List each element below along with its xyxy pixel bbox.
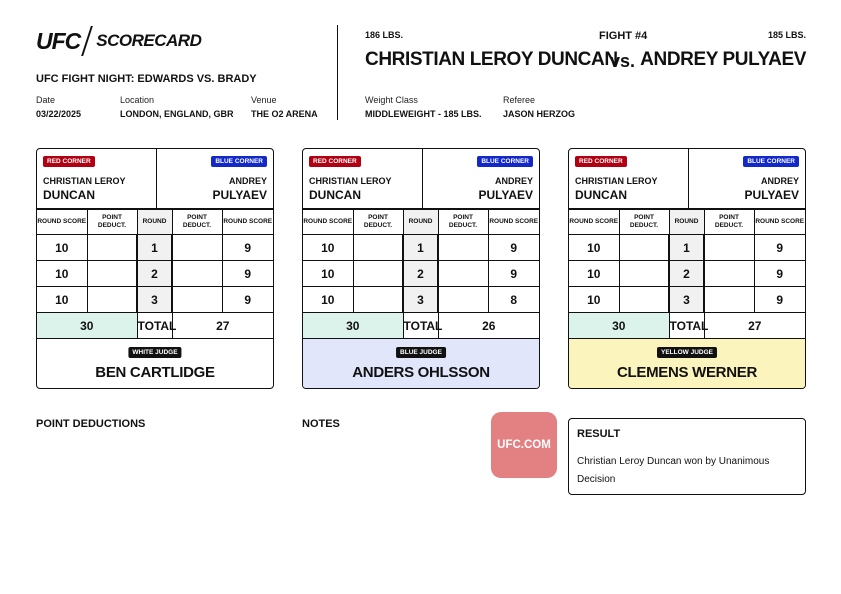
judge-color-badge: BLUE JUDGE [396, 347, 446, 358]
logo-divider [81, 26, 93, 56]
blue-point-deduct-header: POINT DEDUCT. [438, 210, 488, 235]
blue-deduction [438, 235, 488, 261]
total-row [303, 313, 539, 339]
judge-footer [569, 338, 805, 389]
red-corner-badge: RED CORNER [43, 156, 95, 167]
score-table [303, 209, 539, 339]
red-fighter-first-name: CHRISTIAN LEROY [43, 176, 126, 186]
red-deduction [87, 287, 137, 313]
blue-fighter-last-name: PULYAEV [744, 188, 799, 202]
date-label: Date [36, 95, 56, 105]
red-point-deduct-header: POINT DEDUCT. [87, 210, 137, 235]
red-score: 10 [37, 261, 87, 287]
blue-round-score-header: ROUND SCORE [222, 210, 273, 235]
corner-divider [156, 149, 157, 209]
red-deduction [619, 287, 669, 313]
red-fighter-last-name: DUNCAN [575, 188, 627, 202]
blue-score: 9 [488, 235, 539, 261]
round-number: 2 [137, 261, 172, 287]
blue-total: 26 [438, 313, 539, 339]
blue-fighter-first-name: ANDREY [494, 176, 533, 186]
round-row [569, 261, 805, 287]
notes-heading: NOTES [302, 418, 340, 430]
location-label: Location [120, 95, 155, 105]
score-table-header [37, 210, 273, 235]
red-fighter-last-name: DUNCAN [309, 188, 361, 202]
red-fighter-first-name: CHRISTIAN LEROY [575, 176, 658, 186]
blue-fighter-first-name: ANDREY [228, 176, 267, 186]
ufc-scorecard-logo [36, 26, 201, 56]
weight-class-value: MIDDLEWEIGHT - 185 LBS. [365, 109, 482, 119]
total-row [37, 313, 273, 339]
red-round-score-header: ROUND SCORE [569, 210, 619, 235]
score-table [37, 209, 273, 339]
judge-scorecard-blue [302, 148, 540, 389]
round-row [37, 261, 273, 287]
blue-point-deduct-header: POINT DEDUCT. [704, 210, 754, 235]
judge-name: CLEMENS WERNER [617, 364, 757, 381]
location-value: LONDON, ENGLAND, GBR [120, 109, 234, 119]
red-total: 30 [569, 313, 669, 339]
referee-label: Referee [503, 95, 536, 105]
judge-scorecard-white [36, 148, 274, 389]
blue-score: 9 [222, 235, 273, 261]
blue-corner-badge: BLUE CORNER [211, 156, 267, 167]
red-round-score-header: ROUND SCORE [303, 210, 353, 235]
red-point-deduct-header: POINT DEDUCT. [619, 210, 669, 235]
blue-deduction [438, 261, 488, 287]
versus-label: vs. [610, 51, 636, 71]
venue-label: Venue [251, 95, 277, 105]
round-number: 2 [403, 261, 438, 287]
round-header: ROUND [403, 210, 438, 235]
blue-score: 9 [754, 261, 805, 287]
round-row [303, 235, 539, 261]
blue-score: 9 [754, 235, 805, 261]
red-fighter-first-name: CHRISTIAN LEROY [309, 176, 392, 186]
round-row [569, 287, 805, 313]
header-divider [337, 25, 338, 120]
red-fighter-weight: 186 LBS. [365, 30, 404, 40]
scorecard-header [569, 149, 805, 209]
corner-divider [688, 149, 689, 209]
blue-round-score-header: ROUND SCORE [488, 210, 539, 235]
judge-scorecard-yellow [568, 148, 806, 389]
score-table [569, 209, 805, 339]
ufc-logo: UFC [36, 27, 81, 54]
ufc-com-link[interactable]: UFC.COM [491, 412, 557, 478]
scorecard-title: SCORECARD [96, 31, 202, 50]
total-label: TOTAL [137, 313, 172, 339]
weight-class-label: Weight Class [365, 95, 418, 105]
blue-total: 27 [704, 313, 805, 339]
blue-fighter-weight: 185 LBS. [767, 30, 806, 40]
blue-point-deduct-header: POINT DEDUCT. [172, 210, 222, 235]
blue-deduction [704, 287, 754, 313]
round-row [303, 287, 539, 313]
total-row [569, 313, 805, 339]
round-row [303, 261, 539, 287]
blue-corner-badge: BLUE CORNER [743, 156, 799, 167]
red-score: 10 [569, 235, 619, 261]
venue-value: THE O2 ARENA [251, 109, 318, 119]
round-number: 2 [669, 261, 704, 287]
corner-divider [422, 149, 423, 209]
judge-color-badge: WHITE JUDGE [128, 347, 181, 358]
total-label: TOTAL [403, 313, 438, 339]
blue-score: 9 [222, 261, 273, 287]
blue-deduction [172, 235, 222, 261]
result-box [568, 418, 806, 495]
judge-footer [37, 338, 273, 389]
score-table-header [303, 210, 539, 235]
red-score: 10 [303, 287, 353, 313]
judge-name: ANDERS OHLSSON [352, 364, 490, 381]
blue-score: 9 [754, 287, 805, 313]
red-score: 10 [303, 261, 353, 287]
blue-score: 9 [222, 287, 273, 313]
red-deduction [87, 235, 137, 261]
red-fighter-name: CHRISTIAN LEROY DUNCAN [365, 49, 618, 70]
red-total: 30 [37, 313, 137, 339]
round-number: 1 [403, 235, 438, 261]
blue-deduction [438, 287, 488, 313]
score-table-header [569, 210, 805, 235]
blue-fighter-last-name: PULYAEV [478, 188, 533, 202]
date-value: 03/22/2025 [36, 109, 82, 119]
round-row [569, 235, 805, 261]
round-row [37, 287, 273, 313]
red-corner-badge: RED CORNER [309, 156, 361, 167]
result-heading: RESULT [577, 428, 621, 440]
round-number: 3 [137, 287, 172, 313]
judge-footer [303, 338, 539, 389]
round-header: ROUND [137, 210, 172, 235]
red-score: 10 [569, 261, 619, 287]
red-deduction [353, 235, 403, 261]
referee-value: JASON HERZOG [503, 109, 576, 119]
result-text: Christian Leroy Duncan won by Unanimous Decision [577, 456, 770, 485]
red-deduction [619, 235, 669, 261]
red-fighter-last-name: DUNCAN [43, 188, 95, 202]
scorecard-header [303, 149, 539, 209]
blue-fighter-first-name: ANDREY [760, 176, 799, 186]
total-label: TOTAL [669, 313, 704, 339]
round-header: ROUND [669, 210, 704, 235]
red-deduction [353, 287, 403, 313]
round-number: 1 [137, 235, 172, 261]
red-score: 10 [37, 235, 87, 261]
blue-deduction [172, 287, 222, 313]
red-score: 10 [37, 287, 87, 313]
red-deduction [353, 261, 403, 287]
fight-number: FIGHT #4 [599, 30, 648, 42]
red-deduction [87, 261, 137, 287]
blue-round-score-header: ROUND SCORE [754, 210, 805, 235]
point-deductions-heading: POINT DEDUCTIONS [36, 418, 146, 430]
blue-score: 8 [488, 287, 539, 313]
red-deduction [619, 261, 669, 287]
blue-deduction [704, 235, 754, 261]
round-number: 1 [669, 235, 704, 261]
judge-name: BEN CARTLIDGE [95, 364, 215, 381]
blue-deduction [704, 261, 754, 287]
judge-color-badge: YELLOW JUDGE [657, 347, 717, 358]
blue-score: 9 [488, 261, 539, 287]
red-score: 10 [569, 287, 619, 313]
red-round-score-header: ROUND SCORE [37, 210, 87, 235]
blue-corner-badge: BLUE CORNER [477, 156, 533, 167]
red-corner-badge: RED CORNER [575, 156, 627, 167]
red-total: 30 [303, 313, 403, 339]
round-number: 3 [403, 287, 438, 313]
round-number: 3 [669, 287, 704, 313]
event-name: UFC FIGHT NIGHT: EDWARDS VS. BRADY [36, 73, 257, 85]
blue-fighter-last-name: PULYAEV [212, 188, 267, 202]
scorecard-header [37, 149, 273, 209]
red-point-deduct-header: POINT DEDUCT. [353, 210, 403, 235]
red-score: 10 [303, 235, 353, 261]
blue-total: 27 [172, 313, 273, 339]
blue-fighter-name: ANDREY PULYAEV [640, 49, 806, 70]
round-row [37, 235, 273, 261]
blue-deduction [172, 261, 222, 287]
